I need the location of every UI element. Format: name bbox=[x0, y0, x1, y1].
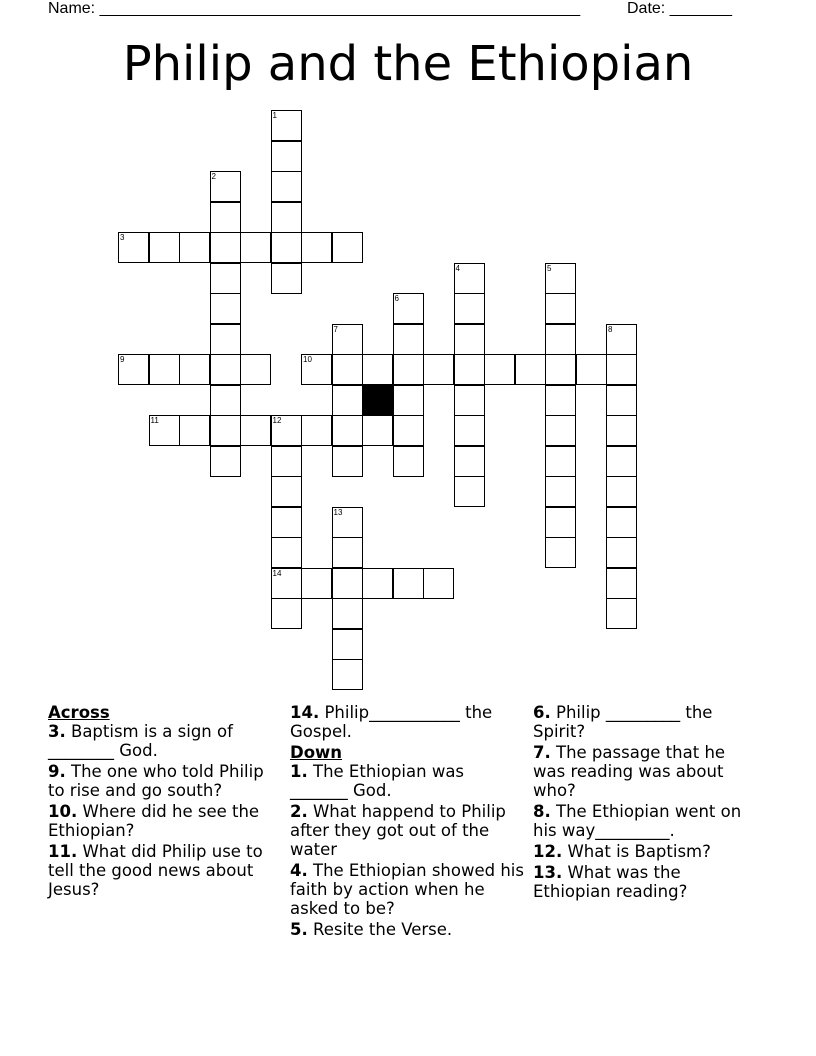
clue-number-label: 9. bbox=[48, 762, 66, 781]
crossword-cell[interactable] bbox=[576, 354, 607, 385]
crossword-cell[interactable] bbox=[210, 263, 241, 294]
clue-number-label: 4. bbox=[290, 861, 308, 880]
crossword-cell[interactable] bbox=[606, 537, 637, 568]
clue-number: 6 bbox=[394, 294, 399, 303]
clue-number-cell bbox=[332, 324, 363, 355]
clue-number: 1 bbox=[272, 111, 277, 120]
crossword-cell[interactable] bbox=[545, 324, 576, 355]
crossword-cell[interactable] bbox=[332, 446, 363, 477]
clue-number: 5 bbox=[547, 263, 552, 273]
crossword-cell[interactable] bbox=[393, 324, 424, 355]
clue-item bbox=[48, 802, 284, 840]
crossword-cell[interactable] bbox=[210, 293, 241, 324]
down-clue-list bbox=[290, 762, 526, 939]
clue-item bbox=[290, 762, 526, 800]
clue-text: The one who told Philip to rise and go south? bbox=[48, 762, 264, 800]
crossword-cell[interactable] bbox=[210, 232, 241, 263]
crossword-cell[interactable] bbox=[454, 385, 485, 416]
crossword-cell[interactable] bbox=[271, 507, 302, 538]
name-field-label[interactable]: Name: ______________________________________________________ bbox=[48, 0, 581, 17]
clue-number-cell bbox=[393, 293, 424, 324]
clue-number-cell bbox=[271, 110, 302, 141]
clue-item bbox=[48, 842, 284, 899]
clue-number-cell bbox=[606, 324, 637, 355]
crossword-cell[interactable] bbox=[606, 598, 637, 629]
crossword-cell[interactable] bbox=[454, 354, 485, 385]
crossword-cell[interactable] bbox=[545, 293, 576, 324]
clue-number: 14 bbox=[272, 568, 282, 578]
clue-number-cell bbox=[210, 171, 241, 202]
clue-text: What is Baptism? bbox=[562, 842, 711, 861]
crossword-cell[interactable] bbox=[210, 354, 241, 385]
clue-number: 7 bbox=[333, 324, 338, 334]
clue-number-cell bbox=[332, 507, 363, 538]
crossword-cell[interactable] bbox=[179, 232, 210, 263]
crossword-cell[interactable] bbox=[149, 354, 180, 385]
crossword-cell[interactable] bbox=[240, 354, 271, 385]
crossword-cell[interactable] bbox=[179, 354, 210, 385]
clue-number: 10 bbox=[303, 355, 312, 364]
crossword-cell[interactable] bbox=[606, 446, 637, 477]
crossword-cell[interactable] bbox=[332, 568, 363, 599]
clue-item bbox=[533, 842, 753, 861]
crossword-cell[interactable] bbox=[332, 659, 363, 690]
crossword-cell[interactable] bbox=[393, 385, 424, 416]
clue-text: The Ethiopian was _______ God. bbox=[290, 762, 465, 800]
crossword-cell[interactable] bbox=[210, 202, 241, 233]
clue-number-label: 11. bbox=[48, 842, 78, 861]
clue-number: 3 bbox=[120, 233, 125, 242]
clues-column-1 bbox=[48, 703, 284, 901]
clue-number: 11 bbox=[150, 416, 159, 425]
crossword-cell[interactable] bbox=[454, 446, 485, 477]
crossword-cell[interactable] bbox=[210, 324, 241, 355]
across-clue-list bbox=[48, 722, 284, 899]
page-title: Philip and the Ethiopian bbox=[122, 36, 694, 92]
clue-text: Philip _________ the Spirit? bbox=[533, 703, 713, 741]
crossword-cell[interactable] bbox=[545, 354, 576, 385]
crossword-cell[interactable] bbox=[332, 629, 363, 660]
clue-item bbox=[290, 920, 526, 939]
crossword-cell[interactable] bbox=[332, 415, 363, 446]
crossword-cell[interactable] bbox=[332, 537, 363, 568]
clue-text: The Ethiopian showed his faith by action when he asked to be? bbox=[290, 861, 524, 918]
clue-number-cell bbox=[118, 354, 149, 385]
crossword-cell[interactable] bbox=[271, 263, 302, 294]
clue-number-label: 5. bbox=[290, 920, 308, 939]
crossword-cell[interactable] bbox=[545, 415, 576, 446]
crossword-cell[interactable] bbox=[332, 598, 363, 629]
crossword-cell[interactable] bbox=[179, 415, 210, 446]
clue-text: The passage that he was reading was about who? bbox=[533, 743, 726, 800]
clue-number-label: 2. bbox=[290, 802, 308, 821]
crossword-cell[interactable] bbox=[454, 324, 485, 355]
clue-text: Resite the Verse. bbox=[307, 920, 453, 939]
clue-item bbox=[48, 722, 284, 760]
crossword-cell[interactable] bbox=[454, 476, 485, 507]
crossword-cell[interactable] bbox=[332, 354, 363, 385]
across-heading: Across bbox=[48, 703, 110, 722]
crossword-cell[interactable] bbox=[332, 232, 363, 263]
crossword-cell[interactable] bbox=[271, 446, 302, 477]
clue-item bbox=[290, 861, 526, 918]
clue-text: What did Philip use to tell the good news about Jesus? bbox=[48, 842, 263, 899]
across-clue-list-continued bbox=[290, 703, 526, 741]
clue-text: Baptism is a sign of ________ God. bbox=[48, 722, 233, 760]
crossword-cell[interactable] bbox=[484, 354, 515, 385]
clue-number-cell bbox=[454, 263, 485, 294]
crossword-cell[interactable] bbox=[393, 354, 424, 385]
crossword-cell[interactable] bbox=[240, 232, 271, 263]
clue-number: 4 bbox=[455, 263, 460, 273]
crossword-cell[interactable] bbox=[393, 446, 424, 477]
crossword-cell[interactable] bbox=[545, 476, 576, 507]
crossword-cell[interactable] bbox=[545, 537, 576, 568]
clue-number: 2 bbox=[211, 172, 216, 181]
crossword-cell[interactable] bbox=[454, 293, 485, 324]
crossword-cell[interactable] bbox=[271, 171, 302, 202]
clue-item bbox=[533, 863, 753, 901]
crossword-cell[interactable] bbox=[210, 385, 241, 416]
crossword-cell[interactable] bbox=[362, 568, 393, 599]
crossword-cell[interactable] bbox=[301, 568, 332, 599]
crossword-cell[interactable] bbox=[301, 232, 332, 263]
crossword-cell[interactable] bbox=[362, 415, 393, 446]
clue-number-cell bbox=[118, 232, 149, 263]
clue-item bbox=[48, 762, 284, 800]
crossword-cell[interactable] bbox=[271, 141, 302, 172]
crossword-cell[interactable] bbox=[362, 354, 393, 385]
clue-text: The Ethiopian went on his way_________. bbox=[533, 802, 742, 840]
clue-number-label: 7. bbox=[533, 743, 551, 762]
crossword-cell[interactable] bbox=[210, 446, 241, 477]
down-heading: Down bbox=[290, 743, 343, 762]
crossword-cell[interactable] bbox=[393, 415, 424, 446]
clue-number-label: 6. bbox=[533, 703, 551, 722]
crossword-cell[interactable] bbox=[210, 415, 241, 446]
clue-number: 8 bbox=[608, 324, 613, 334]
crossword-cell[interactable] bbox=[545, 446, 576, 477]
clue-number-cell bbox=[271, 568, 302, 599]
clue-item bbox=[533, 703, 753, 741]
crossword-cell[interactable] bbox=[271, 476, 302, 507]
crossword-cell[interactable] bbox=[606, 385, 637, 416]
clues-column-3 bbox=[533, 703, 753, 903]
crossword-cell[interactable] bbox=[423, 568, 454, 599]
clue-text: What was the Ethiopian reading? bbox=[533, 863, 688, 901]
crossword-cell[interactable] bbox=[515, 354, 546, 385]
clue-text: What happend to Philip after they got out of the water bbox=[290, 802, 506, 859]
clue-number-cell bbox=[149, 415, 180, 446]
clue-number-label: 3. bbox=[48, 722, 66, 741]
clue-item bbox=[533, 802, 753, 840]
date-field-label[interactable]: Date: _______ bbox=[627, 0, 732, 17]
clue-number-cell bbox=[301, 354, 332, 385]
clue-number: 9 bbox=[120, 355, 125, 364]
clue-number-label: 14. bbox=[290, 703, 320, 722]
down-clue-list-continued bbox=[533, 703, 753, 901]
crossword-cell[interactable] bbox=[393, 568, 424, 599]
crossword-cell[interactable] bbox=[271, 232, 302, 263]
clue-number-label: 12. bbox=[533, 842, 563, 861]
clue-text: Where did he see the Ethiopian? bbox=[48, 802, 260, 840]
crossword-cell[interactable] bbox=[149, 232, 180, 263]
crossword-cell[interactable] bbox=[545, 507, 576, 538]
clue-number-label: 13. bbox=[533, 863, 563, 882]
clue-item bbox=[533, 743, 753, 800]
crossword-cell[interactable] bbox=[332, 385, 363, 416]
clue-number-cell bbox=[545, 263, 576, 294]
crossword-cell[interactable] bbox=[545, 385, 576, 416]
crossword-cell[interactable] bbox=[606, 354, 637, 385]
clue-number-label: 10. bbox=[48, 802, 78, 821]
clue-number-label: 8. bbox=[533, 802, 551, 821]
clue-item bbox=[290, 802, 526, 859]
crossword-cell[interactable] bbox=[271, 202, 302, 233]
crossword-cell[interactable] bbox=[606, 415, 637, 446]
clue-number: 12 bbox=[272, 416, 282, 425]
crossword-cell[interactable] bbox=[271, 537, 302, 568]
clue-item bbox=[290, 703, 526, 741]
crossword-cell[interactable] bbox=[301, 415, 332, 446]
crossword-cell[interactable] bbox=[454, 415, 485, 446]
clue-text: Philip___________ the Gospel. bbox=[290, 703, 493, 741]
crossword-black-cell bbox=[362, 385, 393, 416]
clue-number-label: 1. bbox=[290, 762, 308, 781]
crossword-cell[interactable] bbox=[606, 476, 637, 507]
clue-number-cell bbox=[271, 415, 302, 446]
crossword-cell[interactable] bbox=[423, 354, 454, 385]
clues-column-2 bbox=[290, 703, 526, 941]
clue-number: 13 bbox=[333, 507, 343, 517]
crossword-cell[interactable] bbox=[606, 507, 637, 538]
crossword-cell[interactable] bbox=[271, 598, 302, 629]
crossword-cell[interactable] bbox=[606, 568, 637, 599]
crossword-cell[interactable] bbox=[240, 415, 271, 446]
